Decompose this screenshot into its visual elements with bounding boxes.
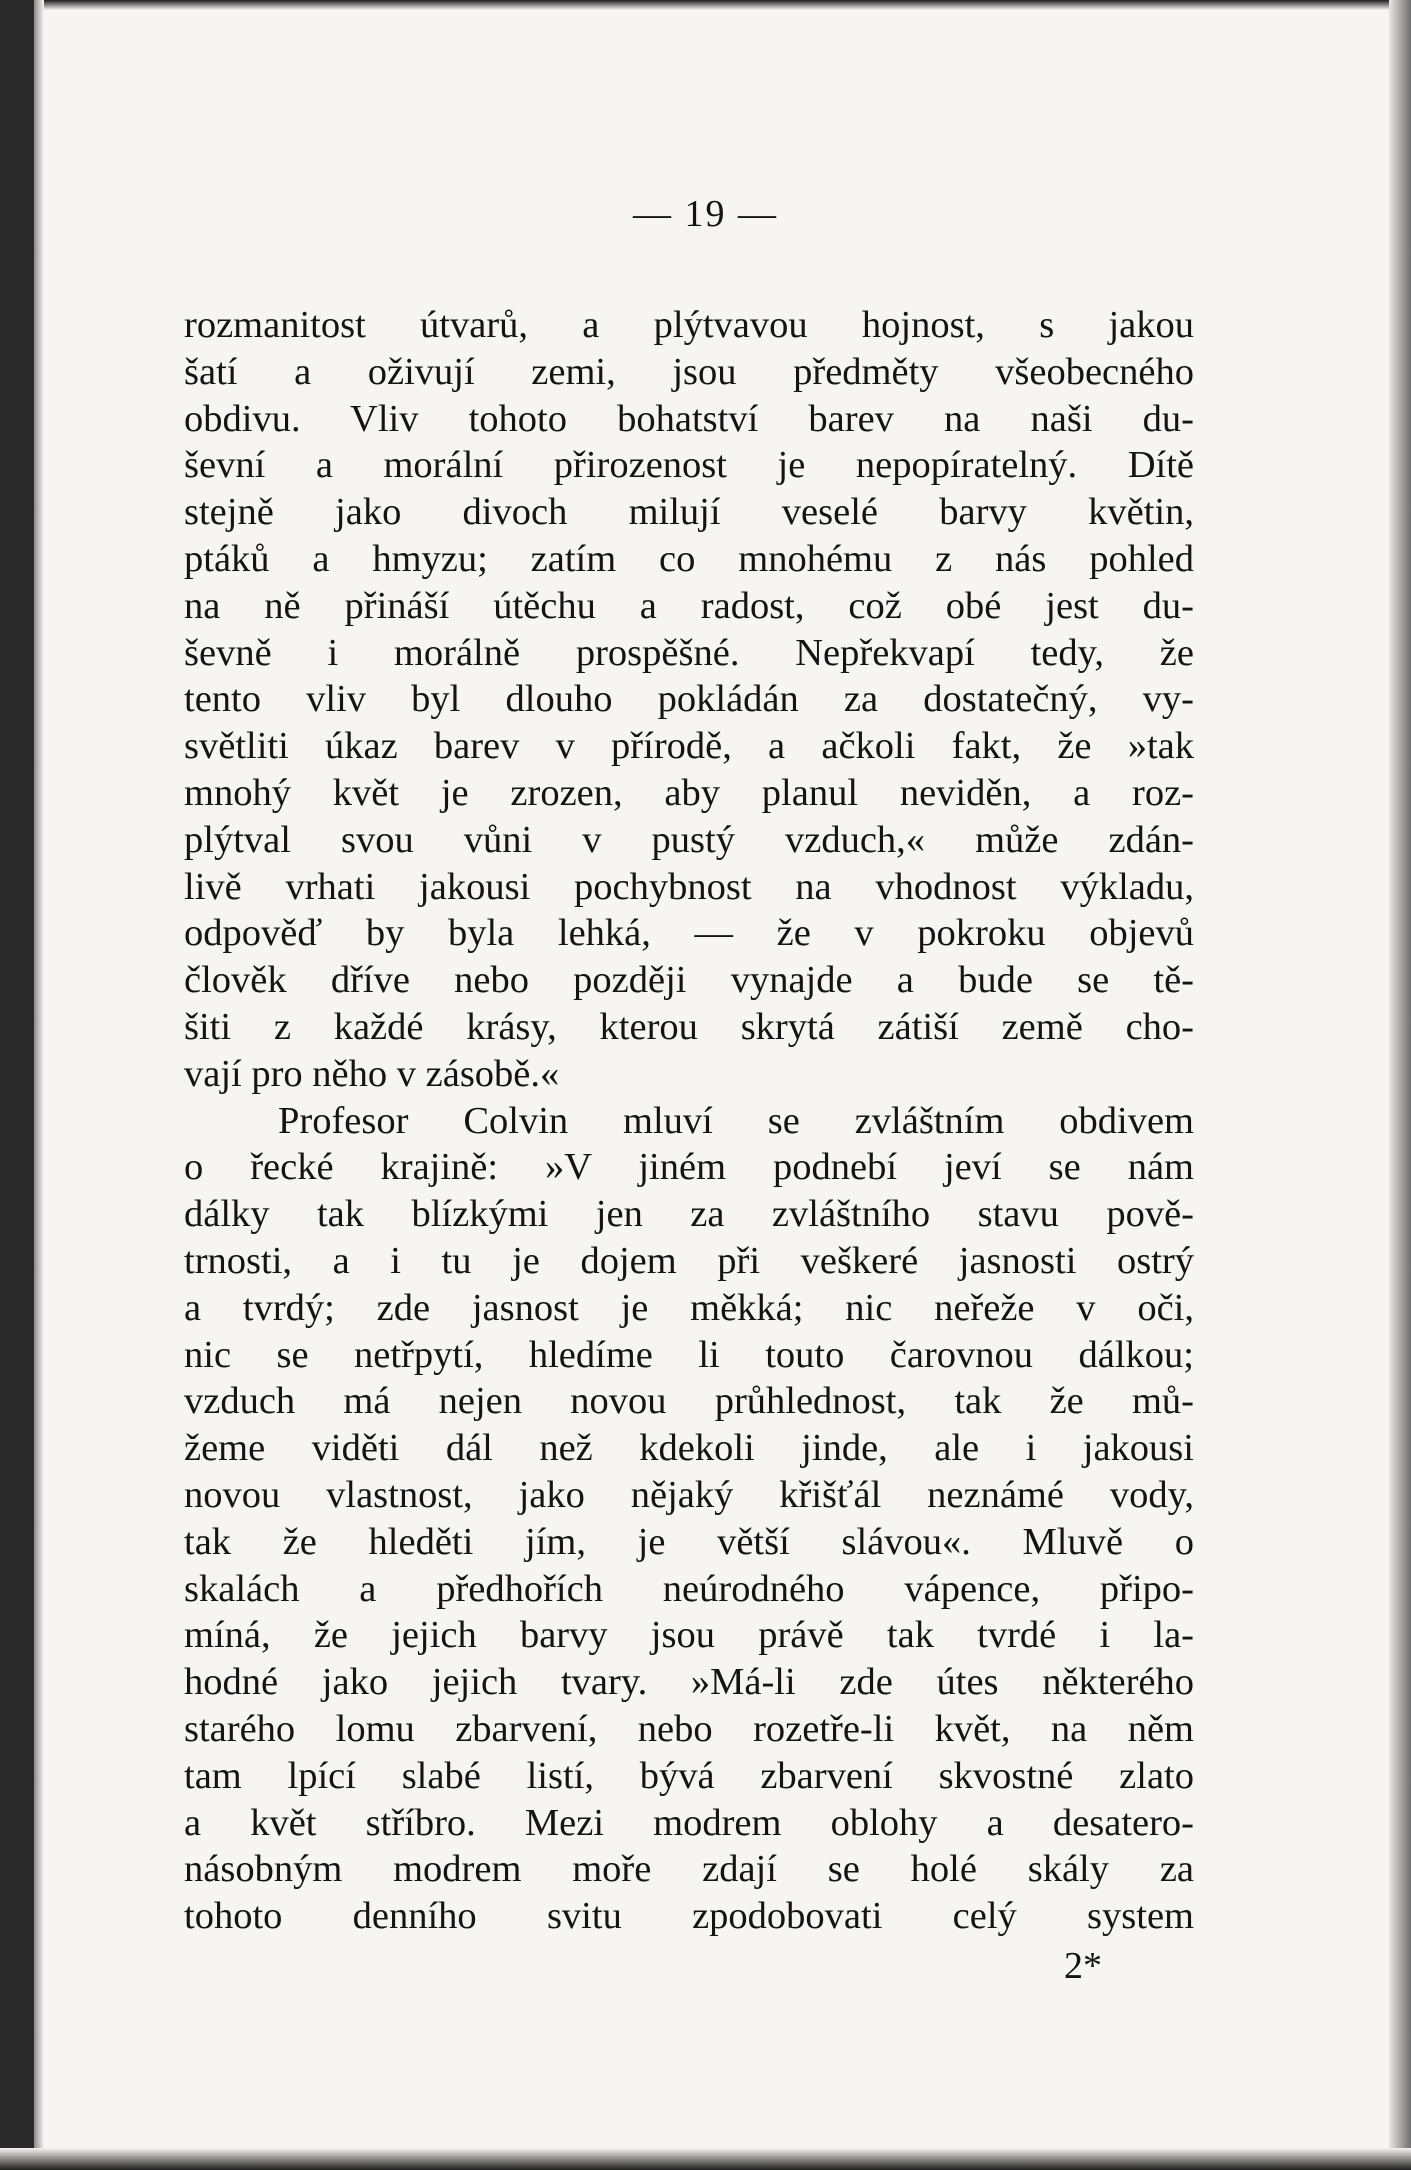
text-line: tohoto denního svitu zpodobovati celý system [184,1895,1194,1938]
text-line: rozmanitost útvarů, a plýtvavou hojnost, s jakou [184,304,1194,346]
text-line: ptáků a hmyzu; zatím co mnohému z nás pohled [184,537,1194,580]
text-line: násobným modrem moře zdají se holé skály za [184,1848,1194,1891]
text-line: mnohý květ je zrozen, aby planul neviděn, a roz- [184,771,1194,814]
text-line: stejně jako divoch milují veselé barvy květin, [184,491,1194,534]
text-line: žeme viděti dál než kdekoli jinde, ale i jakousi [184,1427,1194,1470]
signature-mark: 2* [1064,1945,1102,1987]
text-line: hodné jako jejich tvary. »Má-li zde útes některého [184,1661,1194,1704]
text-line: na ně přináší útěchu a radost, což obé jest du- [184,584,1194,627]
text-line: novou vlastnost, jako nějaký křišťál neznámé vody, [184,1473,1194,1516]
text-line: odpověď by byla lehká, — že v pokroku objevů [184,912,1194,955]
text-line: vzduch má nejen novou průhlednost, tak že mů- [184,1380,1194,1423]
text-line: plýtval svou vůni v pustý vzduch,« může zdán- [184,818,1194,861]
page-bottom-edge [0,2148,1411,2170]
text-line: tento vliv byl dlouho pokládán za dostatečný, vy- [184,678,1194,721]
page-right-edge [1389,0,1411,2170]
page-binding-edge [0,0,34,2170]
text-line: ševní a morální přirozenost je nepopíratelný. Dítě [184,444,1194,487]
text-line: livě vrhati jakousi pochybnost na vhodnost výkladu, [184,865,1194,908]
text-line: šatí a oživují zemi, jsou předměty všeobecného [184,350,1194,393]
text-line: trnosti, a i tu je dojem při veškeré jasnosti ostrý [184,1239,1194,1282]
text-line: tak že hleděti jím, je větší slávou«. Mluvě o [184,1520,1194,1563]
text-line: ševně i morálně prospěšné. Nepřekvapí tedy, že [184,631,1194,674]
text-line: nic se netřpytí, hledíme li touto čarovnou dálkou; [184,1333,1194,1376]
text-line: člověk dříve nebo později vynajde a bude se tě- [184,959,1194,1002]
paragraph-1 [184,302,1194,1098]
text-line: dálky tak blízkými jen za zvláštního stavu pově- [184,1193,1194,1236]
text-line: a tvrdý; zde jasnost je měkká; nic neřeže v oči, [184,1286,1194,1329]
text-line: o řecké krajině: »V jiném podnebí jeví se nám [184,1146,1194,1189]
text-line: a květ stříbro. Mezi modrem oblohy a desatero- [184,1801,1194,1844]
paragraph-2 [184,1098,1194,1940]
text-line: skalách a předhořích neúrodného vápence, připo- [184,1567,1194,1610]
page-number: — 19 — [633,193,778,235]
text-line: starého lomu zbarvení, nebo rozetře-li květ, na něm [184,1707,1194,1750]
page-binding-shadow [34,0,44,2170]
text-line: tam lpící slabé listí, bývá zbarvení skvostné zlato [184,1754,1194,1797]
text-line: vají pro něho v zásobě.« [184,1052,560,1095]
page-top-edge [0,0,1411,10]
text-line: světliti úkaz barev v přírodě, a ačkoli fakt, že »tak [184,725,1194,768]
body-text [184,302,1194,1940]
text-line: míná, že jejich barvy jsou právě tak tvrdé i la- [184,1614,1194,1657]
text-line: obdivu. Vliv tohoto bohatství barev na naši du- [184,397,1194,440]
text-line: šiti z každé krásy, kterou skrytá zátiší země cho- [184,1005,1194,1048]
text-line: Profesor Colvin mluví se zvláštním obdivem [278,1099,1194,1142]
